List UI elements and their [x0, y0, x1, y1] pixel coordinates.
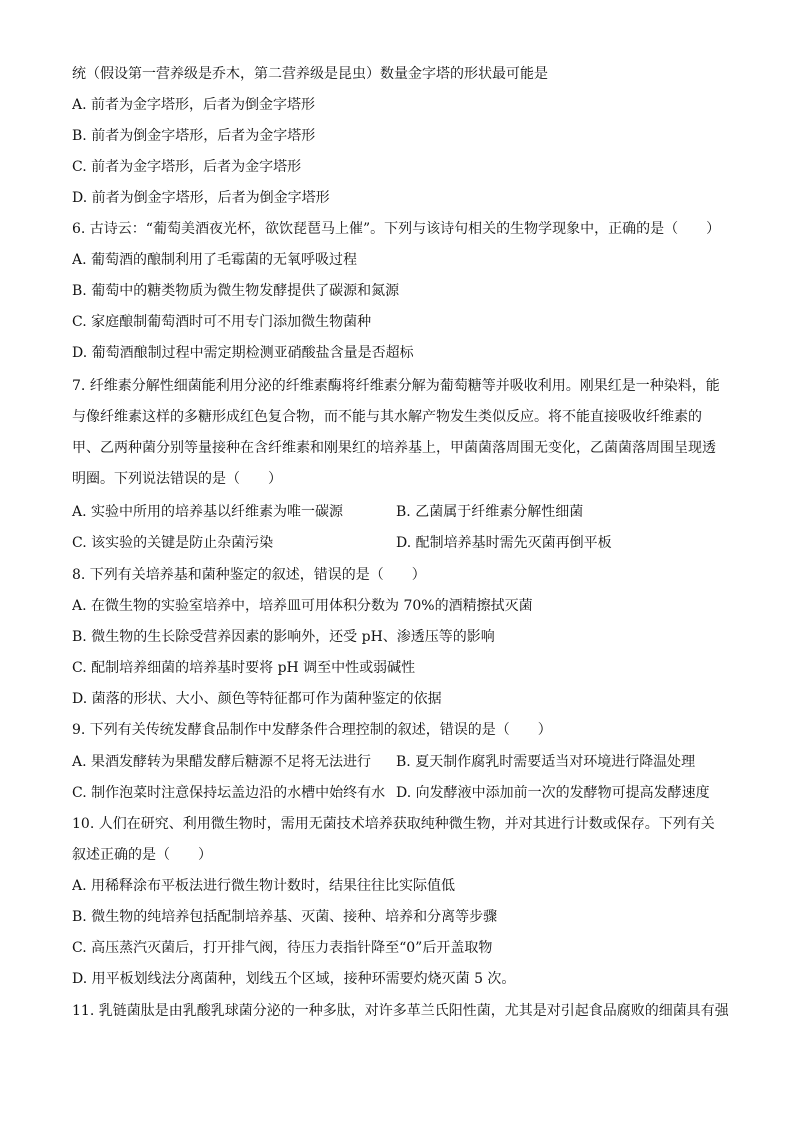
q5-option-d: D. 前者为倒金字塔形，后者为倒金字塔形	[72, 190, 330, 206]
q10-stem-line-2: 叙述正确的是（ ）	[72, 847, 212, 863]
q9-option-d: D. 向发酵液中添加前一次的发酵物可提高发酵速度	[396, 785, 710, 801]
q9-stem: 9. 下列有关传统发酵食品制作中发酵条件合理控制的叙述，错误的是（ ）	[72, 722, 552, 738]
q7-option-a: A. 实验中所用的培养基以纤维素为唯一碳源	[72, 504, 344, 520]
q5-stem-cont: 统（假设第一营养级是乔木，第二营养级是昆虫）数量金字塔的形状最可能是	[72, 66, 548, 82]
q7-option-d: D. 配制培养基时需先灭菌再倒平板	[396, 535, 612, 551]
q6-stem: 6. 古诗云：“葡萄美酒夜光杯，欲饮琵琶马上催”。下列与该诗句相关的生物学现象中，正确的是（ ）	[72, 221, 721, 237]
q8-option-d: D. 菌落的形状、大小、颜色等特征都可作为菌种鉴定的依据	[72, 691, 442, 707]
q6-option-c: C. 家庭酿制葡萄酒时可不用专门添加微生物菌种	[72, 314, 372, 330]
q10-stem-line-1: 10. 人们在研究、利用微生物时，需用无菌技术培养获取纯种微生物，并对其进行计数或保存。下列有关	[72, 816, 715, 832]
q10-option-d: D. 用平板划线法分离菌种，划线五个区域，接种环需要灼烧灭菌 5 次。	[72, 971, 516, 987]
q6-option-d: D. 葡萄酒酿制过程中需定期检测亚硝酸盐含量是否超标	[72, 345, 414, 361]
q7-stem-line-2: 与像纤维素这样的多糖形成红色复合物，而不能与其水解产物发生类似反应。将不能直接吸收纤维素的	[72, 409, 702, 425]
q8-option-b: B. 微生物的生长除受营养因素的影响外，还受 pH、渗透压等的影响	[72, 629, 495, 645]
q8-option-c: C. 配制培养细菌的培养基时要将 pH 调至中性或弱碱性	[72, 660, 416, 676]
q11-stem: 11. 乳链菌肽是由乳酸乳球菌分泌的一种多肽，对许多革兰氏阳性菌，尤其是对引起食品腐败的细菌具有强	[72, 1003, 729, 1019]
q7-option-b: B. 乙菌属于纤维素分解性细菌	[396, 504, 584, 520]
q9-option-b: B. 夏天制作腐乳时需要适当对环境进行降温处理	[396, 754, 696, 770]
q6-option-a: A. 葡萄酒的酿制利用了毛霉菌的无氧呼吸过程	[72, 252, 358, 268]
q10-option-a: A. 用稀释涂布平板法进行微生物计数时，结果往往比实际值低	[72, 878, 456, 894]
q7-option-c: C. 该实验的关键是防止杂菌污染	[72, 535, 274, 551]
q7-stem-line-4: 明圈。下列说法错误的是（ ）	[72, 471, 282, 487]
q6-option-b: B. 葡萄中的糖类物质为微生物发酵提供了碳源和氮源	[72, 283, 400, 299]
q9-option-a: A. 果酒发酵转为果醋发酵后糖源不足将无法进行	[72, 754, 372, 770]
q8-stem: 8. 下列有关培养基和菌种鉴定的叙述，错误的是（ ）	[72, 567, 426, 583]
q5-option-a: A. 前者为金字塔形，后者为倒金字塔形	[72, 97, 316, 113]
q9-option-c: C. 制作泡菜时注意保持坛盖边沿的水槽中始终有水	[72, 785, 386, 801]
q5-option-b: B. 前者为倒金字塔形，后者为金字塔形	[72, 128, 316, 144]
q10-option-c: C. 高压蒸汽灭菌后，打开排气阀，待压力表指针降至“0”后开盖取物	[72, 940, 493, 956]
q8-option-a: A. 在微生物的实验室培养中，培养皿可用体积分数为 70%的酒精擦拭灭菌	[72, 598, 533, 614]
q10-option-b: B. 微生物的纯培养包括配制培养基、灭菌、接种、培养和分离等步骤	[72, 909, 498, 925]
q7-stem-line-1: 7. 纤维素分解性细菌能利用分泌的纤维素酶将纤维素分解为葡萄糖等并吸收利用。刚果红是一种染料，能	[72, 378, 720, 394]
q7-stem-line-3: 甲、乙两种菌分别等量接种在含纤维素和刚果红的培养基上，甲菌菌落周围无变化，乙菌菌落周围呈现透	[72, 440, 716, 456]
q5-option-c: C. 前者为金字塔形，后者为金字塔形	[72, 159, 302, 175]
